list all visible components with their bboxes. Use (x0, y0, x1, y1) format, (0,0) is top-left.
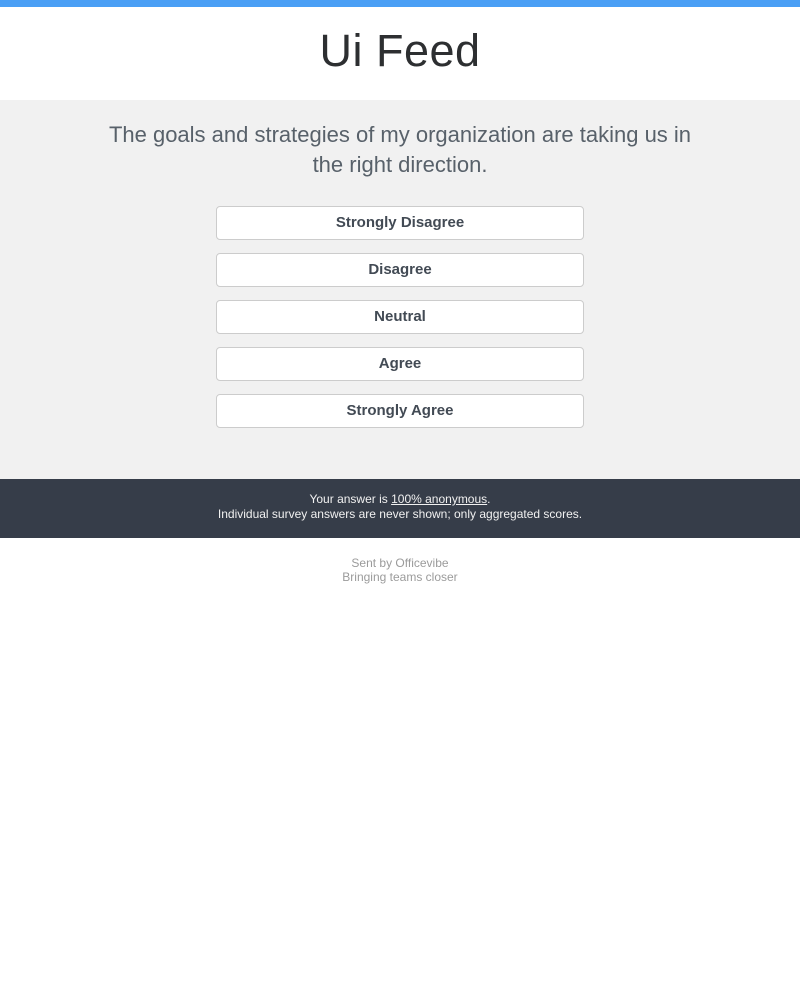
option-button-neutral[interactable]: Neutral (216, 300, 584, 334)
question-section (0, 100, 800, 479)
anonymity-footer (0, 479, 800, 538)
anonymity-note-suffix: . (487, 492, 491, 506)
anonymity-disclaimer: Individual survey answers are never shown; only aggregated scores. (217, 507, 583, 521)
anonymity-note (0, 492, 800, 507)
top-accent-bar (0, 0, 800, 7)
option-button-disagree[interactable]: Disagree (216, 253, 584, 287)
option-button-strongly-disagree[interactable]: Strongly Disagree (216, 206, 584, 240)
option-button-strongly-agree[interactable]: Strongly Agree (216, 394, 584, 428)
survey-question: The goals and strategies of my organization are taking us in the right direction. (108, 122, 692, 177)
tagline-text: Bringing teams closer (342, 570, 458, 584)
email-signature (0, 556, 800, 584)
anonymity-note-prefix: Your answer is (309, 492, 392, 506)
sent-by-text: Sent by Officevibe (351, 556, 449, 570)
anonymous-link[interactable]: 100% anonymous (391, 492, 488, 506)
answer-options (0, 206, 800, 428)
page-header (0, 7, 800, 100)
page-title: Ui Feed (319, 24, 481, 76)
option-button-agree[interactable]: Agree (216, 347, 584, 381)
